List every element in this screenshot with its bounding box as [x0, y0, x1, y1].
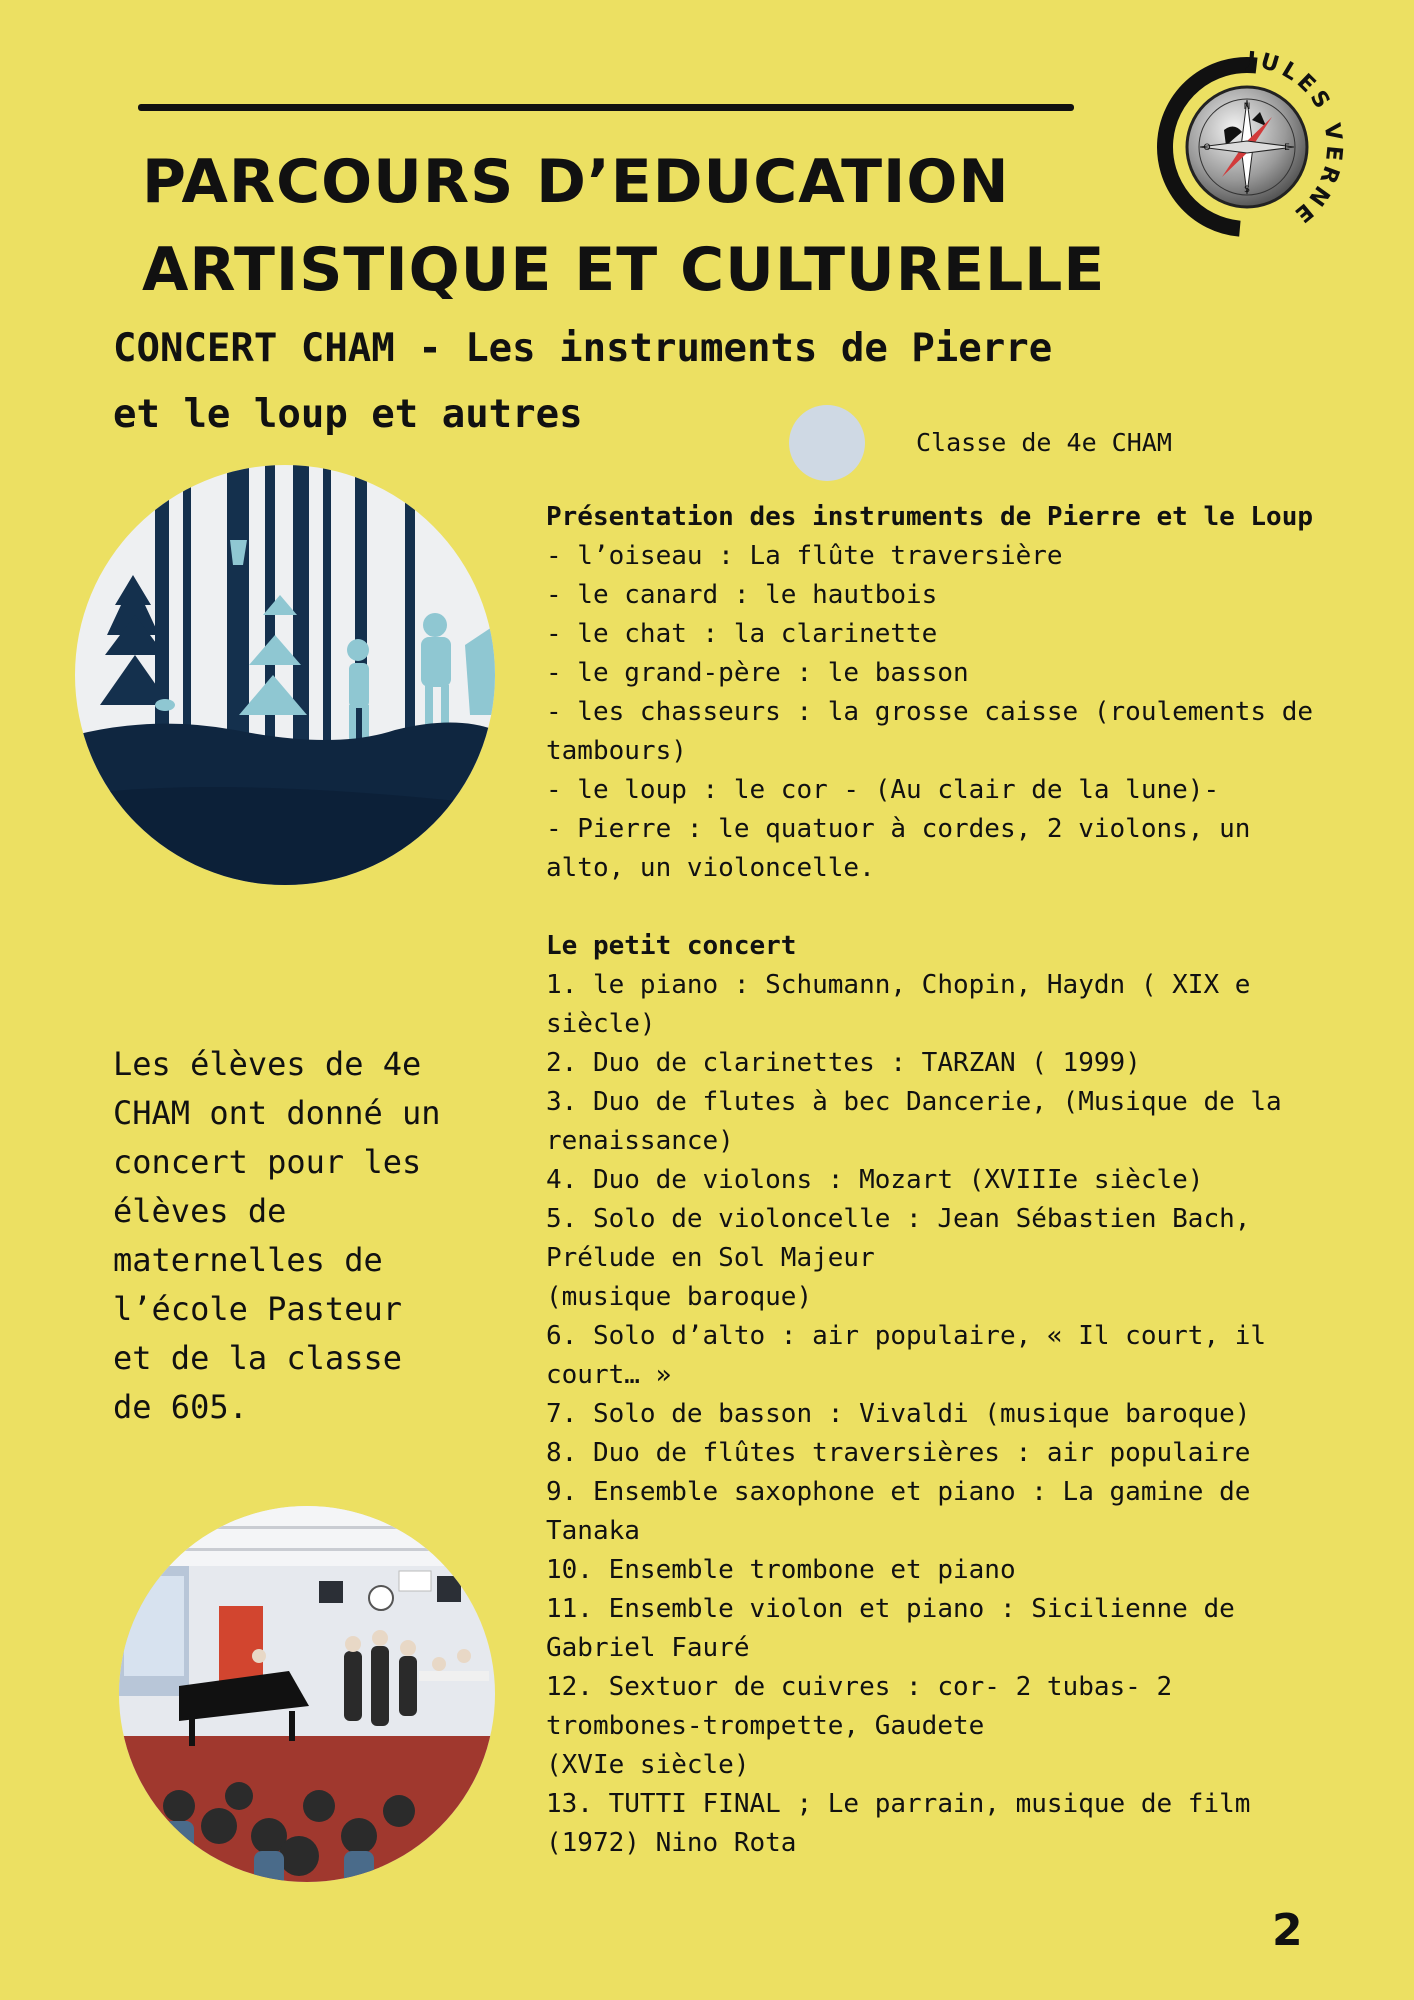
page-title-line-1: PARCOURS D’EDUCATION: [142, 147, 1010, 217]
program-item: 2. Duo de clarinettes : TARZAN ( 1999): [546, 1048, 1141, 1078]
jules-verne-logo: [1142, 42, 1352, 252]
logo-compass-e: E: [1284, 143, 1290, 153]
concert-subtitle: [113, 316, 1052, 448]
logo-compass-s: S: [1244, 185, 1250, 195]
peter-wolf-illustration: [75, 465, 495, 885]
program-item: 12. Sextuor de cuivres : cor- 2 tubas- 2 trombones-trompette, Gaudete: [546, 1672, 1173, 1741]
concert-description: Les élèves de 4e CHAM ont donné un concert pour les élèves de maternelles de l’école Pasteur et de la classe de 605.: [113, 1045, 441, 1426]
subtitle-line-1: CONCERT CHAM - Les instruments de Pierre: [113, 326, 1053, 371]
program-item: 6. Solo d’alto : air populaire, « Il court, il court… »: [546, 1321, 1267, 1390]
subtitle-line-2: et le loup et autres: [113, 392, 583, 437]
program-item: 10. Ensemble trombone et piano: [546, 1555, 1016, 1585]
program-item: (musique baroque): [546, 1282, 813, 1312]
page-title: [142, 138, 1105, 314]
concert-section: [546, 927, 1336, 1863]
presentation-line: - les chasseurs : la grosse caisse (roulements de tambours): [546, 697, 1314, 766]
program-item: 1. le piano : Schumann, Chopin, Haydn ( XIX e siècle): [546, 970, 1251, 1039]
program-item: 7. Solo de basson : Vivaldi (musique baroque): [546, 1399, 1251, 1429]
logo-compass-o: O: [1203, 143, 1211, 153]
section-spacer: [546, 888, 1336, 927]
program-item: 13. TUTTI FINAL ; Le parrain, musique de film (1972) Nino Rota: [546, 1789, 1251, 1858]
program-item: 9. Ensemble saxophone et piano : La gamine de Tanaka: [546, 1477, 1251, 1546]
concert-photo: [119, 1506, 495, 1882]
program-item: 11. Ensemble violon et piano : Sicilienne de Gabriel Fauré: [546, 1594, 1235, 1663]
header-rule: [138, 104, 1074, 111]
logo-text: JULES VERNE: [1246, 47, 1347, 230]
presentation-line: - le grand-père : le basson: [546, 658, 969, 688]
program-item: (XVIe siècle): [546, 1750, 750, 1780]
program-item: 3. Duo de flutes à bec Dancerie, (Musique de la renaissance): [546, 1087, 1282, 1156]
page-title-line-2: ARTISTIQUE ET CULTURELLE: [142, 235, 1106, 305]
concert-title: Le petit concert: [546, 931, 797, 961]
class-label: Classe de 4e CHAM: [916, 428, 1172, 457]
program-item: 4. Duo de violons : Mozart (XVIIIe siècle): [546, 1165, 1204, 1195]
logo-compass-n: N: [1243, 102, 1251, 112]
presentation-line: - le loup : le cor - (Au clair de la lune)-: [546, 775, 1220, 805]
presentation-title: Présentation des instruments de Pierre et le Loup: [546, 502, 1314, 532]
presentation-section: [546, 498, 1336, 888]
decorative-dot: [789, 405, 865, 481]
program-item: 5. Solo de violoncelle : Jean Sébastien Bach, Prélude en Sol Majeur: [546, 1204, 1251, 1273]
content-column: [546, 498, 1336, 1863]
presentation-line: - le chat : la clarinette: [546, 619, 938, 649]
program-item: 8. Duo de flûtes traversières : air populaire: [546, 1438, 1251, 1468]
page-number: 2: [1272, 1905, 1303, 1956]
presentation-line: - Pierre : le quatuor à cordes, 2 violons, un alto, un violoncelle.: [546, 814, 1251, 883]
presentation-line: - le canard : le hautbois: [546, 580, 938, 610]
presentation-line: - l’oiseau : La flûte traversière: [546, 541, 1063, 571]
